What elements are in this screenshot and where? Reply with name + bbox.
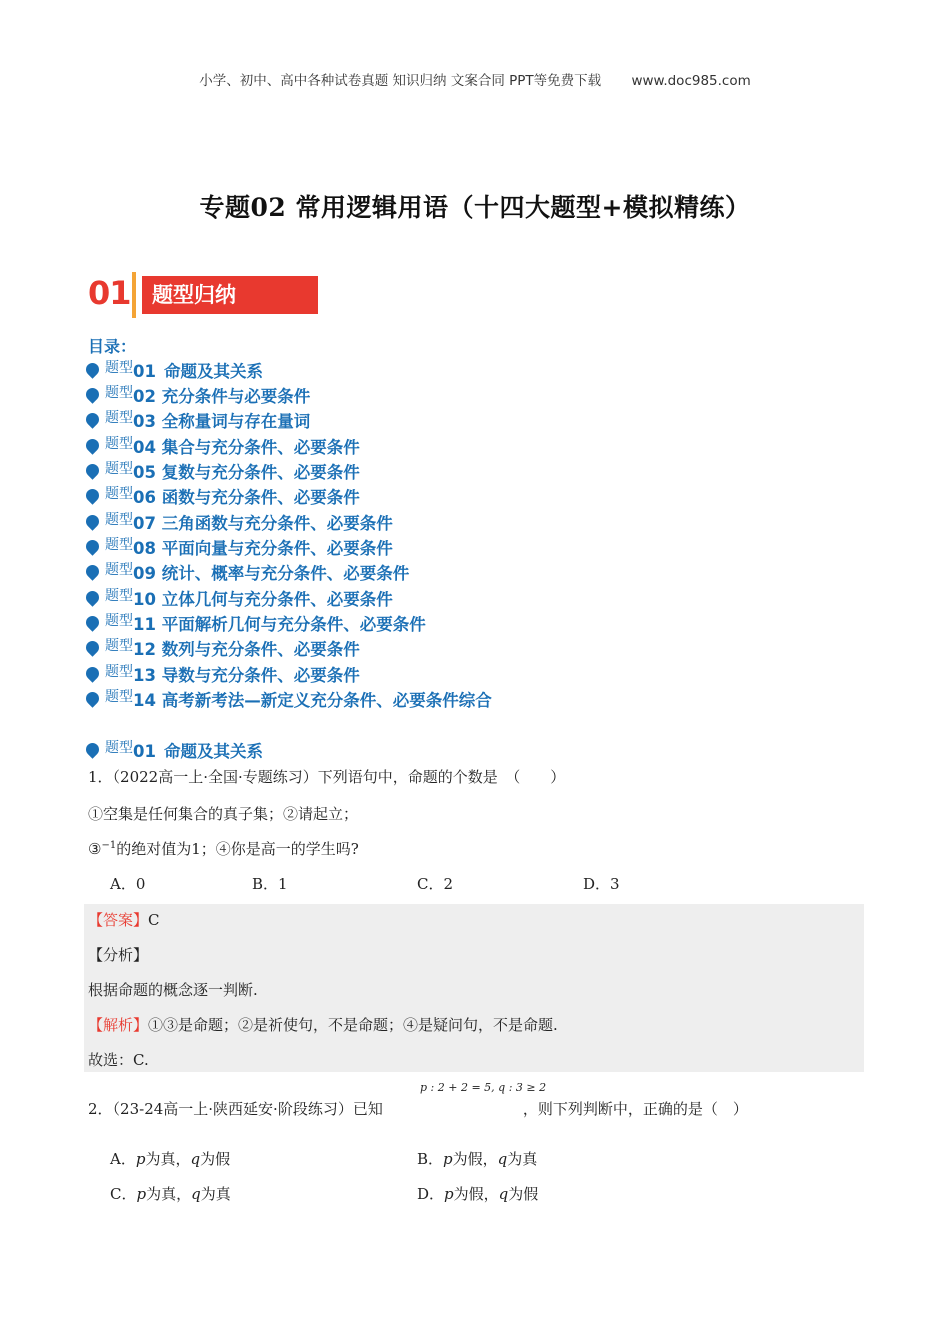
var-q: q — [498, 1185, 509, 1203]
location-pin-icon — [83, 537, 101, 555]
opt-letter: D． — [417, 1185, 445, 1203]
toc-num: 02 — [133, 387, 156, 406]
explain-line — [88, 1014, 558, 1035]
question-2-stem — [88, 1098, 748, 1119]
answer-line — [88, 909, 160, 930]
opt-text: 为假， — [453, 1185, 499, 1203]
header-text: 小学、初中、高中各种试卷真题 知识归纳 文案合同 PPT等免费下载 — [199, 73, 602, 89]
option-d: D．3 — [583, 875, 620, 893]
toc-num: 01 — [133, 362, 156, 381]
toc-item[interactable] — [86, 510, 393, 534]
toc-num: 06 — [133, 488, 156, 507]
var-p: p — [136, 1185, 147, 1203]
toc-prefix: 题型 — [105, 638, 133, 654]
toc-prefix: 题型 — [105, 512, 133, 528]
opt-text: 为假 — [508, 1185, 539, 1203]
conclusion-text: 故选：C. — [88, 1051, 149, 1069]
subsection-heading — [86, 738, 263, 762]
toc-prefix: 题型 — [105, 562, 133, 578]
section-number: 01 — [88, 274, 131, 312]
toc-prefix: 题型 — [105, 385, 133, 401]
toc-text: 充分条件与必要条件 — [161, 387, 311, 406]
opt-text: 为假， — [452, 1150, 498, 1168]
toc-text: 全称量词与存在量词 — [161, 412, 311, 431]
toc-item[interactable] — [86, 560, 409, 584]
toc-label: 目录： — [88, 337, 137, 356]
var-q: q — [497, 1150, 508, 1168]
toc-item[interactable] — [86, 358, 263, 382]
location-pin-icon — [83, 486, 101, 504]
toc-num: 12 — [133, 640, 156, 659]
location-pin-icon — [83, 664, 101, 682]
answer-value: C — [148, 911, 160, 929]
toc-item[interactable] — [86, 687, 492, 711]
toc-text: 命题及其关系 — [163, 362, 263, 381]
location-pin-icon — [83, 638, 101, 656]
toc-num: 08 — [133, 539, 156, 558]
opt-letter: B． — [417, 1150, 444, 1168]
toc-text: 三角函数与充分条件、必要条件 — [161, 514, 393, 533]
opt-letter: C． — [110, 1185, 137, 1203]
location-pin-icon — [83, 689, 101, 707]
toc-text: 立体几何与充分条件、必要条件 — [161, 590, 393, 609]
subsection-num: 01 — [133, 742, 156, 761]
location-pin-icon — [83, 613, 101, 631]
location-pin-icon — [83, 436, 101, 454]
var-p: p — [444, 1185, 454, 1203]
location-pin-icon — [83, 512, 101, 530]
option-c — [110, 1183, 231, 1204]
question-1-stem: 1．（2022高一上·全国·专题练习）下列语句中，命题的个数是 （ ） — [88, 768, 566, 786]
toc-item[interactable] — [86, 383, 310, 407]
opt-text: 为假 — [200, 1150, 231, 1168]
toc-item[interactable] — [86, 636, 360, 660]
section-label: 题型归纳 — [142, 276, 318, 314]
question-1-line — [88, 838, 359, 859]
toc-text: 统计、概率与充分条件、必要条件 — [161, 564, 410, 583]
location-pin-icon — [83, 588, 101, 606]
toc-item[interactable] — [86, 459, 360, 483]
option-a — [110, 1148, 230, 1169]
q1-text: 的绝对值为1；④你是高一的学生吗? — [116, 840, 359, 858]
q2-stem-b: ，则下列判断中，正确的是（ ） — [522, 1100, 748, 1118]
toc-text: 平面解析几何与充分条件、必要条件 — [161, 615, 426, 634]
toc-item[interactable] — [86, 586, 393, 610]
toc-num: 09 — [133, 564, 156, 583]
toc-text: 高考新考法—新定义充分条件、必要条件综合 — [161, 691, 492, 710]
toc-num: 07 — [133, 514, 156, 533]
q2-stem-a: 2．（23-24高一上·陕西延安·阶段练习）已知 — [88, 1100, 383, 1118]
toc-text: 数列与充分条件、必要条件 — [161, 640, 360, 659]
toc-item[interactable] — [86, 408, 310, 432]
location-pin-icon — [83, 410, 101, 428]
q1-text: ③ — [88, 840, 102, 858]
toc-prefix: 题型 — [105, 436, 133, 452]
answer-box — [84, 904, 864, 1072]
location-pin-icon — [83, 740, 101, 758]
analysis-tag: 【分析】 — [88, 946, 149, 964]
toc-text: 函数与充分条件、必要条件 — [161, 488, 360, 507]
toc-text: 导数与充分条件、必要条件 — [161, 666, 360, 685]
explain-text: ①③是命题；②是祈使句，不是命题；④是疑问句，不是命题. — [148, 1016, 558, 1034]
var-q: q — [190, 1150, 201, 1168]
answer-tag: 【答案】 — [88, 911, 149, 929]
location-pin-icon — [83, 385, 101, 403]
location-pin-icon — [83, 360, 101, 378]
var-q: q — [191, 1185, 201, 1203]
toc-prefix: 题型 — [105, 664, 133, 680]
toc-prefix: 题型 — [105, 486, 133, 502]
toc-text: 复数与充分条件、必要条件 — [161, 463, 360, 482]
page-title: 专题02 常用逻辑用语（十四大题型+模拟精练） — [199, 193, 751, 222]
opt-text: 为真 — [200, 1185, 231, 1203]
opt-letter: A． — [110, 1150, 136, 1168]
toc-num: 03 — [133, 412, 156, 431]
option-d — [417, 1183, 538, 1204]
option-a: A．0 — [110, 875, 146, 893]
option-b — [417, 1148, 537, 1169]
option-b: B．1 — [252, 875, 288, 893]
opt-text: 为真， — [145, 1150, 191, 1168]
toc-prefix: 题型 — [105, 360, 133, 376]
toc-prefix: 题型 — [105, 588, 133, 604]
opt-text: 为真 — [507, 1150, 538, 1168]
toc-item[interactable] — [86, 535, 393, 559]
subsection-prefix: 题型 — [105, 740, 133, 756]
toc-prefix: 题型 — [105, 537, 133, 553]
toc-num: 11 — [133, 615, 156, 634]
option-c: C．2 — [417, 875, 454, 893]
subsection-text: 命题及其关系 — [163, 742, 263, 761]
toc-prefix: 题型 — [105, 689, 133, 705]
toc-num: 10 — [133, 590, 156, 609]
toc-prefix: 题型 — [105, 410, 133, 426]
toc-item[interactable] — [86, 611, 426, 635]
section-divider — [132, 272, 136, 318]
toc-text: 集合与充分条件、必要条件 — [161, 438, 360, 457]
header-url[interactable]: www.doc985.com — [631, 73, 751, 89]
toc-item[interactable] — [86, 434, 360, 458]
question-1-line: ①空集是任何集合的真子集；②请起立； — [88, 805, 359, 823]
q1-superscript: −1 — [101, 840, 117, 851]
explain-tag: 【解析】 — [88, 1016, 149, 1034]
toc-num: 14 — [133, 691, 156, 710]
toc-item[interactable] — [86, 662, 360, 686]
toc-prefix: 题型 — [105, 461, 133, 477]
page-header — [0, 69, 950, 89]
toc-prefix: 题型 — [105, 613, 133, 629]
toc-num: 13 — [133, 666, 156, 685]
location-pin-icon — [83, 562, 101, 580]
toc-text: 平面向量与充分条件、必要条件 — [161, 539, 393, 558]
toc-num: 05 — [133, 463, 156, 482]
var-p: p — [443, 1150, 453, 1168]
var-p: p — [135, 1150, 146, 1168]
q2-formula: p : 2 + 2 = 5, q : 3 ≥ 2 — [420, 1081, 547, 1094]
toc-num: 04 — [133, 438, 156, 457]
toc-item[interactable] — [86, 484, 360, 508]
analysis-text: 根据命题的概念逐一判断. — [88, 981, 258, 999]
location-pin-icon — [83, 461, 101, 479]
opt-text: 为真， — [146, 1185, 192, 1203]
